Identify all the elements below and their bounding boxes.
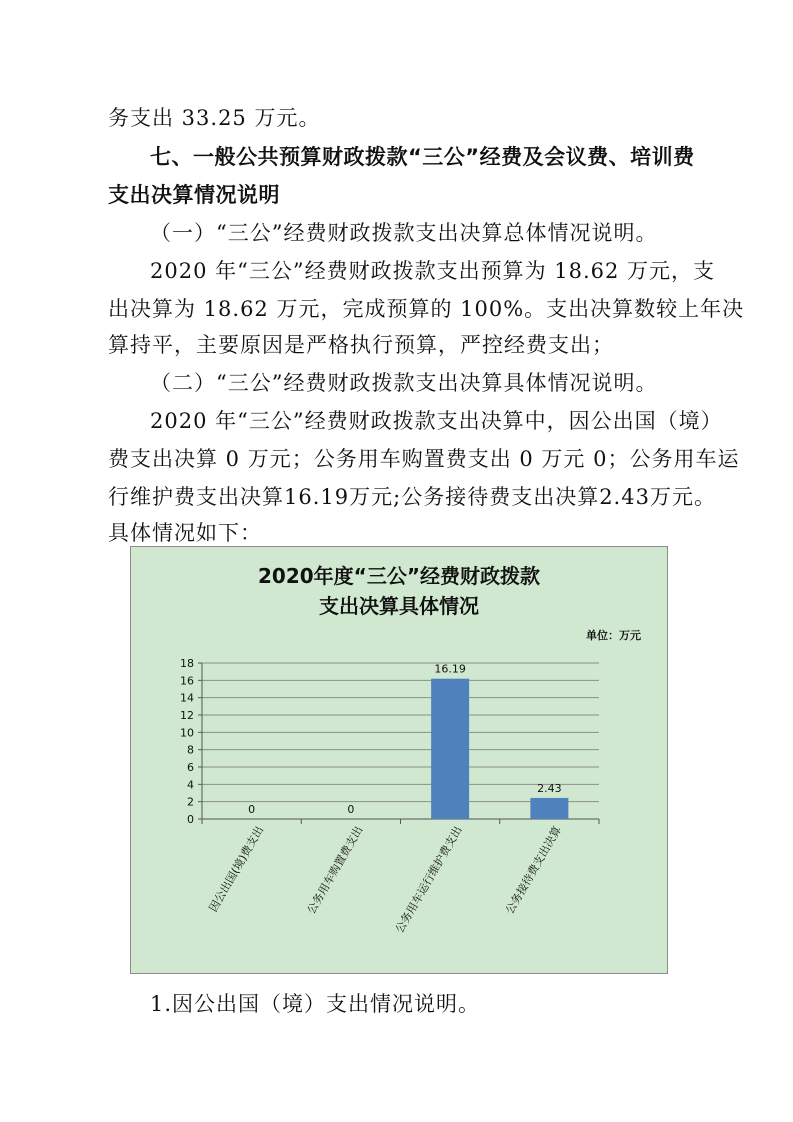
y-tick-label: 4 [187, 778, 194, 792]
paragraph-1-line: 算持平，主要原因是严格执行预算，严控经费支出； [108, 333, 614, 357]
data-label: 0 [347, 803, 355, 816]
subheading-2: （二）“三公”经费财政拨款支出决算具体情况说明。 [150, 371, 658, 395]
section-heading: 七、一般公共预算财政拨款“三公”经费及会议费、培训费 [150, 145, 695, 169]
text-line: 务支出 33.25 万元。 [108, 106, 321, 130]
chart-title-line1: 2020年度“三公”经费财政拨款 [258, 564, 540, 588]
data-label: 2.43 [537, 781, 562, 795]
y-tick-label: 8 [187, 743, 194, 757]
data-label: 0 [248, 803, 256, 816]
paragraph-2-line: 行维护费支出决算16.19万元;公务接待费支出决算2.43万元。 [108, 485, 716, 509]
paragraph-2-line: 费支出决算 0 万元；公务用车购置费支出 0 万元 0；公务用车运 [108, 447, 740, 471]
x-tick-label: 公务用车运行维护费支出 [392, 824, 465, 936]
y-tick-label: 16 [180, 674, 194, 688]
bar [431, 679, 469, 819]
subheading-1: （一）“三公”经费财政拨款支出决算总体情况说明。 [150, 221, 658, 245]
plot-area [180, 657, 599, 935]
y-tick-label: 18 [180, 657, 194, 670]
chart-svg [131, 547, 667, 973]
text-line-after-chart: 1.因公出国（境）支出情况说明。 [150, 992, 481, 1016]
paragraph-2-line: 2020 年“三公”经费财政拨款支出决算中，因公出国（境） [150, 409, 723, 433]
bar [530, 798, 568, 819]
y-tick-label: 14 [180, 691, 194, 705]
x-tick-label: 因公出国(境)费支出 [206, 824, 267, 915]
y-tick-label: 2 [187, 795, 194, 809]
y-tick-label: 12 [180, 709, 194, 722]
chart-title-line2: 支出决算具体情况 [319, 594, 479, 618]
paragraph-2-line: 具体情况如下： [108, 521, 262, 545]
chart-unit-label: 单位：万元 [586, 629, 641, 642]
section-heading-cont: 支出决算情况说明 [108, 183, 280, 207]
bar-chart [130, 546, 668, 974]
x-tick-label: 公务用车购置费支出 [304, 824, 366, 917]
data-label: 16.19 [434, 662, 466, 676]
paragraph-1-line: 出决算为 18.62 万元，完成预算的 100%。支出决算数较上年决 [108, 297, 745, 321]
y-tick-label: 10 [180, 726, 194, 740]
paragraph-1-line: 2020 年“三公”经费财政拨款支出预算为 18.62 万元，支 [150, 259, 716, 283]
x-tick-label: 公务接待费支出决算 [503, 824, 564, 917]
y-tick-label: 6 [187, 761, 194, 774]
y-tick-label: 0 [187, 813, 194, 826]
